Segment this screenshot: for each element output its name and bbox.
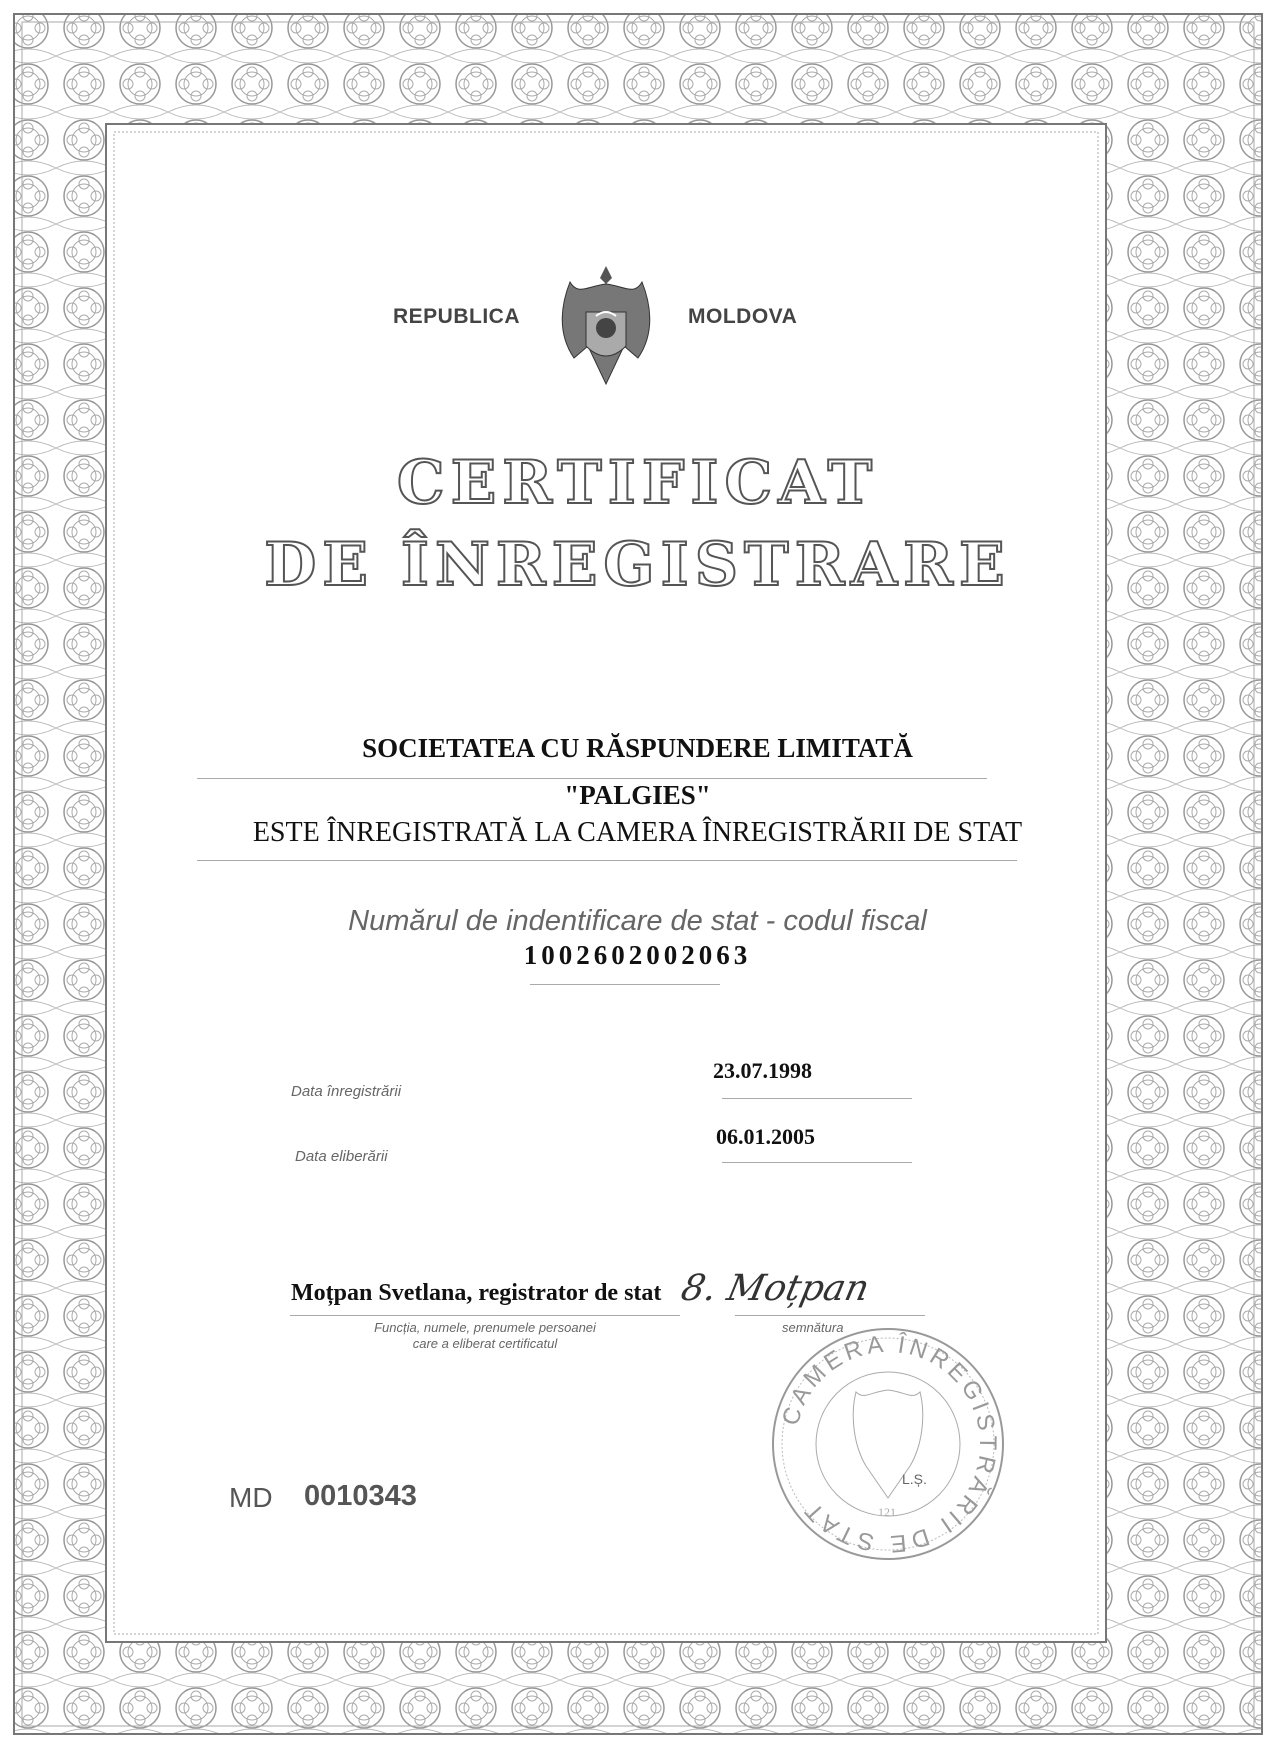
- registration-date: 23.07.1998: [713, 1058, 812, 1083]
- registrar-caption-line2: care a eliberat certificatul: [412, 1336, 558, 1351]
- certificate-title-line2: DE ÎNREGISTRARE: [264, 530, 1011, 600]
- registrar-caption: [290, 1320, 680, 1352]
- serial-prefix: MD: [229, 1482, 273, 1513]
- issue-date: 06.01.2005: [716, 1124, 815, 1149]
- company-name: "PALGIES": [564, 780, 711, 810]
- official-seal: [770, 1326, 1006, 1562]
- signature-caption: semnătura: [782, 1320, 844, 1335]
- registrar-signature: 8. Moțpan: [677, 1268, 873, 1309]
- header-republica: REPUBLICA: [393, 305, 521, 328]
- registrar-name: Moțpan Svetlana, registrator de stat: [291, 1280, 662, 1306]
- company-type: SOCIETATEA CU RĂSPUNDERE LIMITATĂ: [362, 733, 913, 763]
- coat-of-arms-icon: [548, 262, 664, 392]
- registration-statement: ESTE ÎNREGISTRATĂ LA CAMERA ÎNREGISTRĂRII DE STAT: [252, 817, 1023, 848]
- registrar-caption-line1: Funcția, numele, prenumele persoanei: [374, 1320, 596, 1335]
- header-moldova: MOLDOVA: [688, 305, 798, 328]
- svg-text:CAMERA ÎNREGISTRĂRII DE STAT: [777, 1331, 1001, 1558]
- seal-ring-text: CAMERA ÎNREGISTRĂRII DE STAT: [776, 1330, 1002, 1558]
- issue-date-label: Data eliberării: [295, 1148, 388, 1165]
- fiscal-code-label: Numărul de indentificare de stat - codul fiscal: [348, 905, 927, 937]
- seal-ls: L.Ș.: [902, 1471, 927, 1487]
- fiscal-code: 1002602002063: [523, 940, 752, 970]
- seal-number: 121: [878, 1505, 896, 1519]
- registration-date-label: Data înregistrării: [291, 1083, 402, 1100]
- serial-number: 0010343: [304, 1480, 417, 1512]
- certificate-title-line1: CERTIFICAT: [396, 448, 879, 518]
